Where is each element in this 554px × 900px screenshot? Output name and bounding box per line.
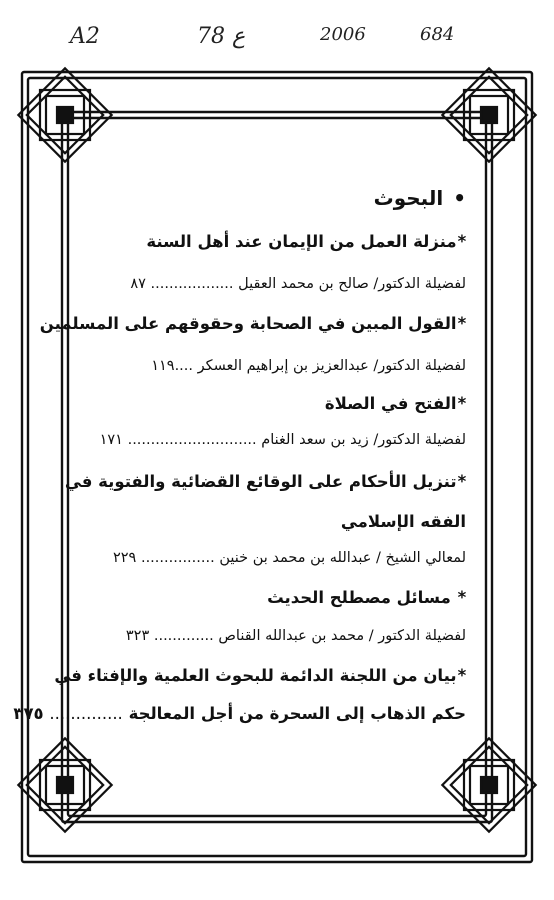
handwritten-note-4: 684 (420, 24, 455, 45)
handwritten-note-3: 2006 (320, 24, 366, 45)
entry-author: لفضيلة الدكتور/ زيد بن سعد الغنام ............................ ١٧١ (99, 432, 466, 448)
corner-ornament-bottom-right (442, 738, 535, 831)
entry-title: * مسائل مصطلح الحديث (267, 588, 466, 607)
corner-ornament-top-left (18, 68, 111, 161)
entry-author: لفضيلة الدكتور / محمد بن عبدالله القناص ............. ٣٢٣ (125, 628, 466, 644)
entry-title: *منزلة العمل من الإيمان عند أهل السنة (146, 232, 466, 251)
page-number: ٢٢٩ (112, 550, 137, 566)
section-heading (374, 186, 466, 210)
handwritten-note-2: 78 ع (197, 24, 246, 49)
entry-author: لمعالي الشيخ / عبدالله بن محمد بن خنين ................ ٢٢٩ (112, 550, 466, 566)
entry-title: *القول المبين في الصحابة وحقوقهم على المسلمين (39, 314, 466, 333)
section-heading-label: البحوث (373, 186, 444, 210)
entry-title-continued: حكم الذهاب إلى السحرة من أجل المعالجة .............. ٣٧٥ (13, 704, 466, 723)
page-number: ٨٧ (130, 276, 146, 292)
page-number: ٣٢٣ (125, 628, 150, 644)
corner-ornament-bottom-left (18, 738, 111, 831)
handwritten-note-1: A2 (70, 24, 100, 49)
entry-title: *تنزيل الأحكام على الوقائع القضائية والفتوية في (64, 472, 466, 491)
corner-ornament-top-right (442, 68, 535, 161)
page-number: ١٧١ (99, 432, 123, 448)
entry-author: لفضيلة الدكتور/ صالح بن محمد العقيل .................. ٨٧ (130, 276, 466, 292)
entry-author: لفضيلة الدكتور/ عبدالعزيز بن إبراهيم العسكر ....١١٩ (151, 358, 466, 374)
bullet-icon: • (453, 186, 466, 210)
page-number: ٣٧٥ (13, 704, 44, 723)
entry-title-continued: الفقه الإسلامي (340, 512, 466, 531)
entry-title: *الفتح في الصلاة (324, 394, 466, 413)
page-number: ١١٩ (151, 358, 175, 374)
entry-title: *بيان من اللجنة الدائمة للبحوث العلمية والإفتاء في (54, 666, 466, 685)
